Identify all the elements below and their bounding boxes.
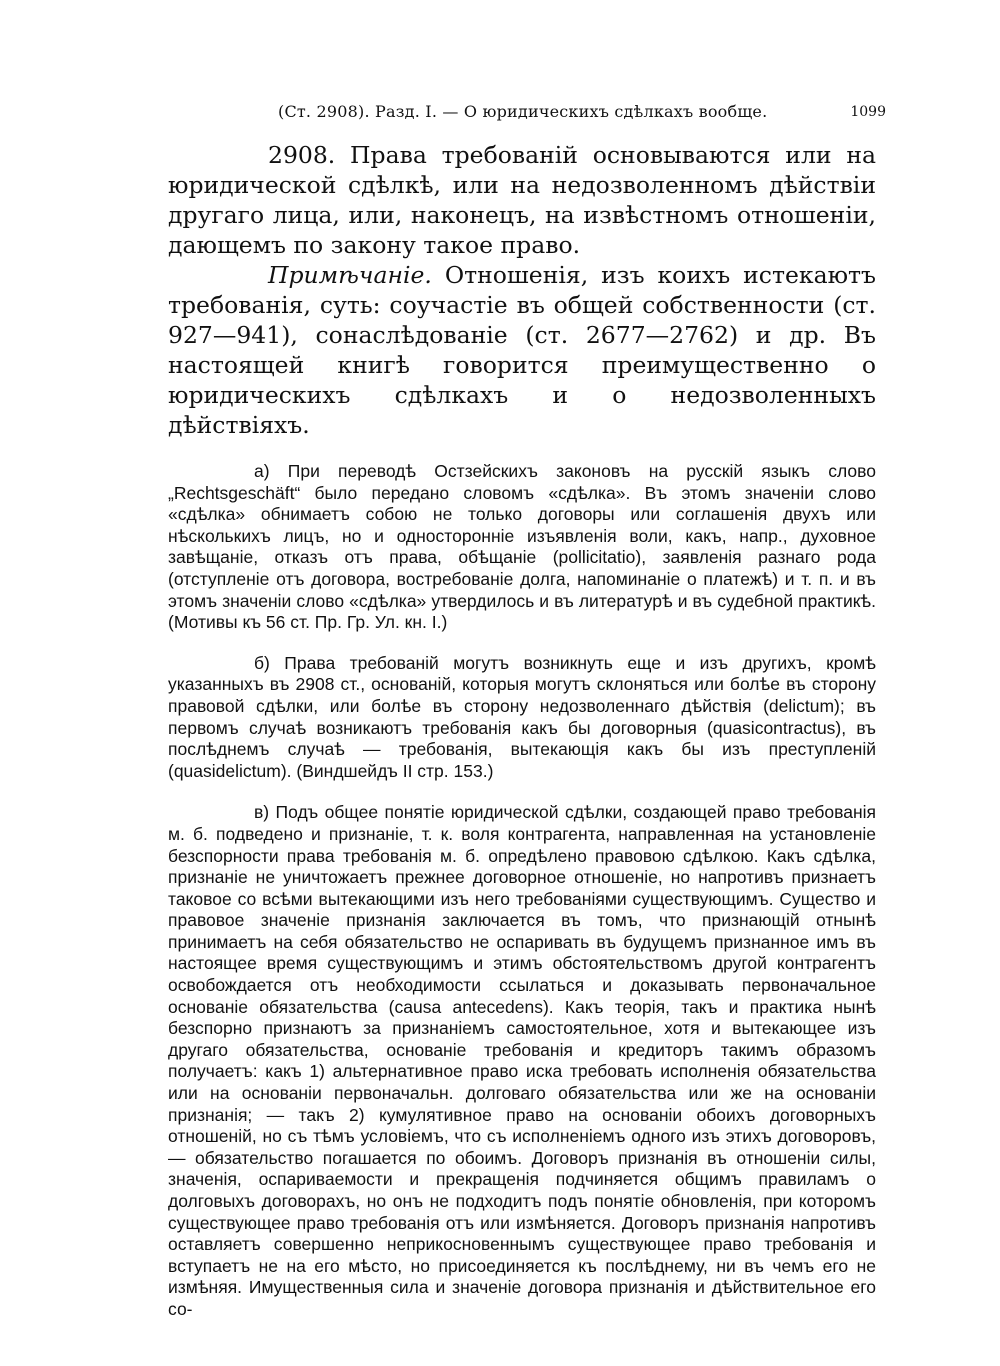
- header-title: (Ст. 2908). Разд. I. — О юридическихъ сдѣлкахъ вообще.: [278, 102, 768, 121]
- commentary-block: [168, 461, 876, 1321]
- article-block: [168, 140, 876, 440]
- commentary-paragraph-a: а) При переводѣ Остзейскихъ законовъ на русскій языкъ слово „Rechtsgeschäft“ было передано словомъ «сдѣлка». Въ этомъ значеніи слово «сдѣлка» обнимаетъ собою не только договоры или соглашенія двухъ или нѣсколькихъ лицъ, но и односторонніе изъявленія воли, какъ, напр., духовное завѣщаніе, отказъ отъ права, обѣщаніе (pollicitatio), заявленія разнаго рода (отступленіе отъ договора, востребованіе долга, напоминаніе о платежѣ) и т. п. и въ этомъ значеніи слово «сдѣлка» утвердилось и въ литературѣ и въ судебной практикѣ. (Мотивы къ 56 ст. Пр. Гр. Ул. кн. I.): [168, 461, 876, 633]
- document-page: [168, 92, 886, 1321]
- note-label: Примѣчаніе.: [268, 261, 432, 289]
- commentary-paragraph-c: в) Подъ общее понятіе юридической сдѣлки, создающей право требованія м. б. подведено и признаніе, т. к. воля контрагента, направленная на установленіе безспорности права требованія м. б. опредѣлено правовою сдѣлкою. Какъ сдѣлка, признаніе не уничтожаетъ прежнее договорное отношеніе, но напротивъ признаетъ таковое со всѣми вытекающими изъ него требованіями существующимъ. Существо и правовое значеніе признанія заключается въ томъ, что признающій отнынѣ принимаетъ на себя обязательство не оспаривать въ будущемъ признанное имъ въ настоящее время существующимъ и этимъ обстоятельствомъ другой контрагентъ освобождается отъ необходимости ссылаться и доказывать первоначальное основаніе обязательства (causa antecedens). Какъ теорія, такъ и практика нынѣ безспорно признаютъ за признаніемъ самостоятельное, хотя и вытекающее изъ другаго обязательства, основаніе требованія и кредиторъ такимъ образомъ получаетъ: какъ 1) альтернативное право иска требовать исполненія обязательства или на основаніи первоначальн. долговаго обязательства или же на основаніи признанія; — такъ 2) кумулятивное право на основаніи обоихъ договорныхъ отношеній, но съ тѣмъ условіемъ, что съ исполненіемъ одного изъ этихъ договоровъ, — обязательство погашается по обоимъ. Договоръ признанія въ отношеніи силы, значенія, оспариваемости и прекращенія подчиняется общимъ правиламъ о долговыхъ договорахъ, но онъ не подходитъ подъ понятіе обновленія, при которомъ существующее право требованія отъ или измѣняется. Договоръ признанія напротивъ оставляетъ совершенно неприкосновеннымъ существующее право требованія и вступаетъ не на его мѣсто, но присоединяется къ послѣднему, ни въ чемъ его не измѣняя. Имущественныя сила и значеніе договора признанія и дѣйствительное его со-: [168, 802, 876, 1319]
- article-note: [168, 260, 876, 440]
- note-text: Отношенія, изъ коихъ истекаютъ требованія, суть: соучастіе въ общей собственности (ст. 927—941), сонаслѣдованіе (ст. 2677—2762) и др. Въ настоящей книгѣ говорится преимущественно о юридическихъ сдѣлкахъ и о недозволенныхъ дѣйствіяхъ.: [168, 261, 876, 439]
- running-header: [168, 92, 886, 132]
- page-number: 1099: [850, 104, 886, 120]
- article-2908: 2908. Права требованій основываются или на юридической сдѣлкѣ, или на недозволенномъ дѣйствіи другаго лица, или, наконецъ, на извѣстномъ отношеніи, дающемъ по закону такое право.: [168, 141, 876, 259]
- commentary-paragraph-b: б) Права требованій могутъ возникнуть еще и изъ другихъ, кромѣ указанныхъ въ 2908 ст., основаній, которыя могутъ склоняться или болѣе въ сторону правовой сдѣлки, или болѣе въ сторону недозволеннаго дѣйствія (delictum); въ первомъ случаѣ возникаютъ требованія какъ бы договорныя (quasicontractus), въ послѣднемъ случаѣ — требованія, вытекающія какъ бы изъ преступленій (quasidelictum). (Виндшейдъ II стр. 153.): [168, 652, 876, 781]
